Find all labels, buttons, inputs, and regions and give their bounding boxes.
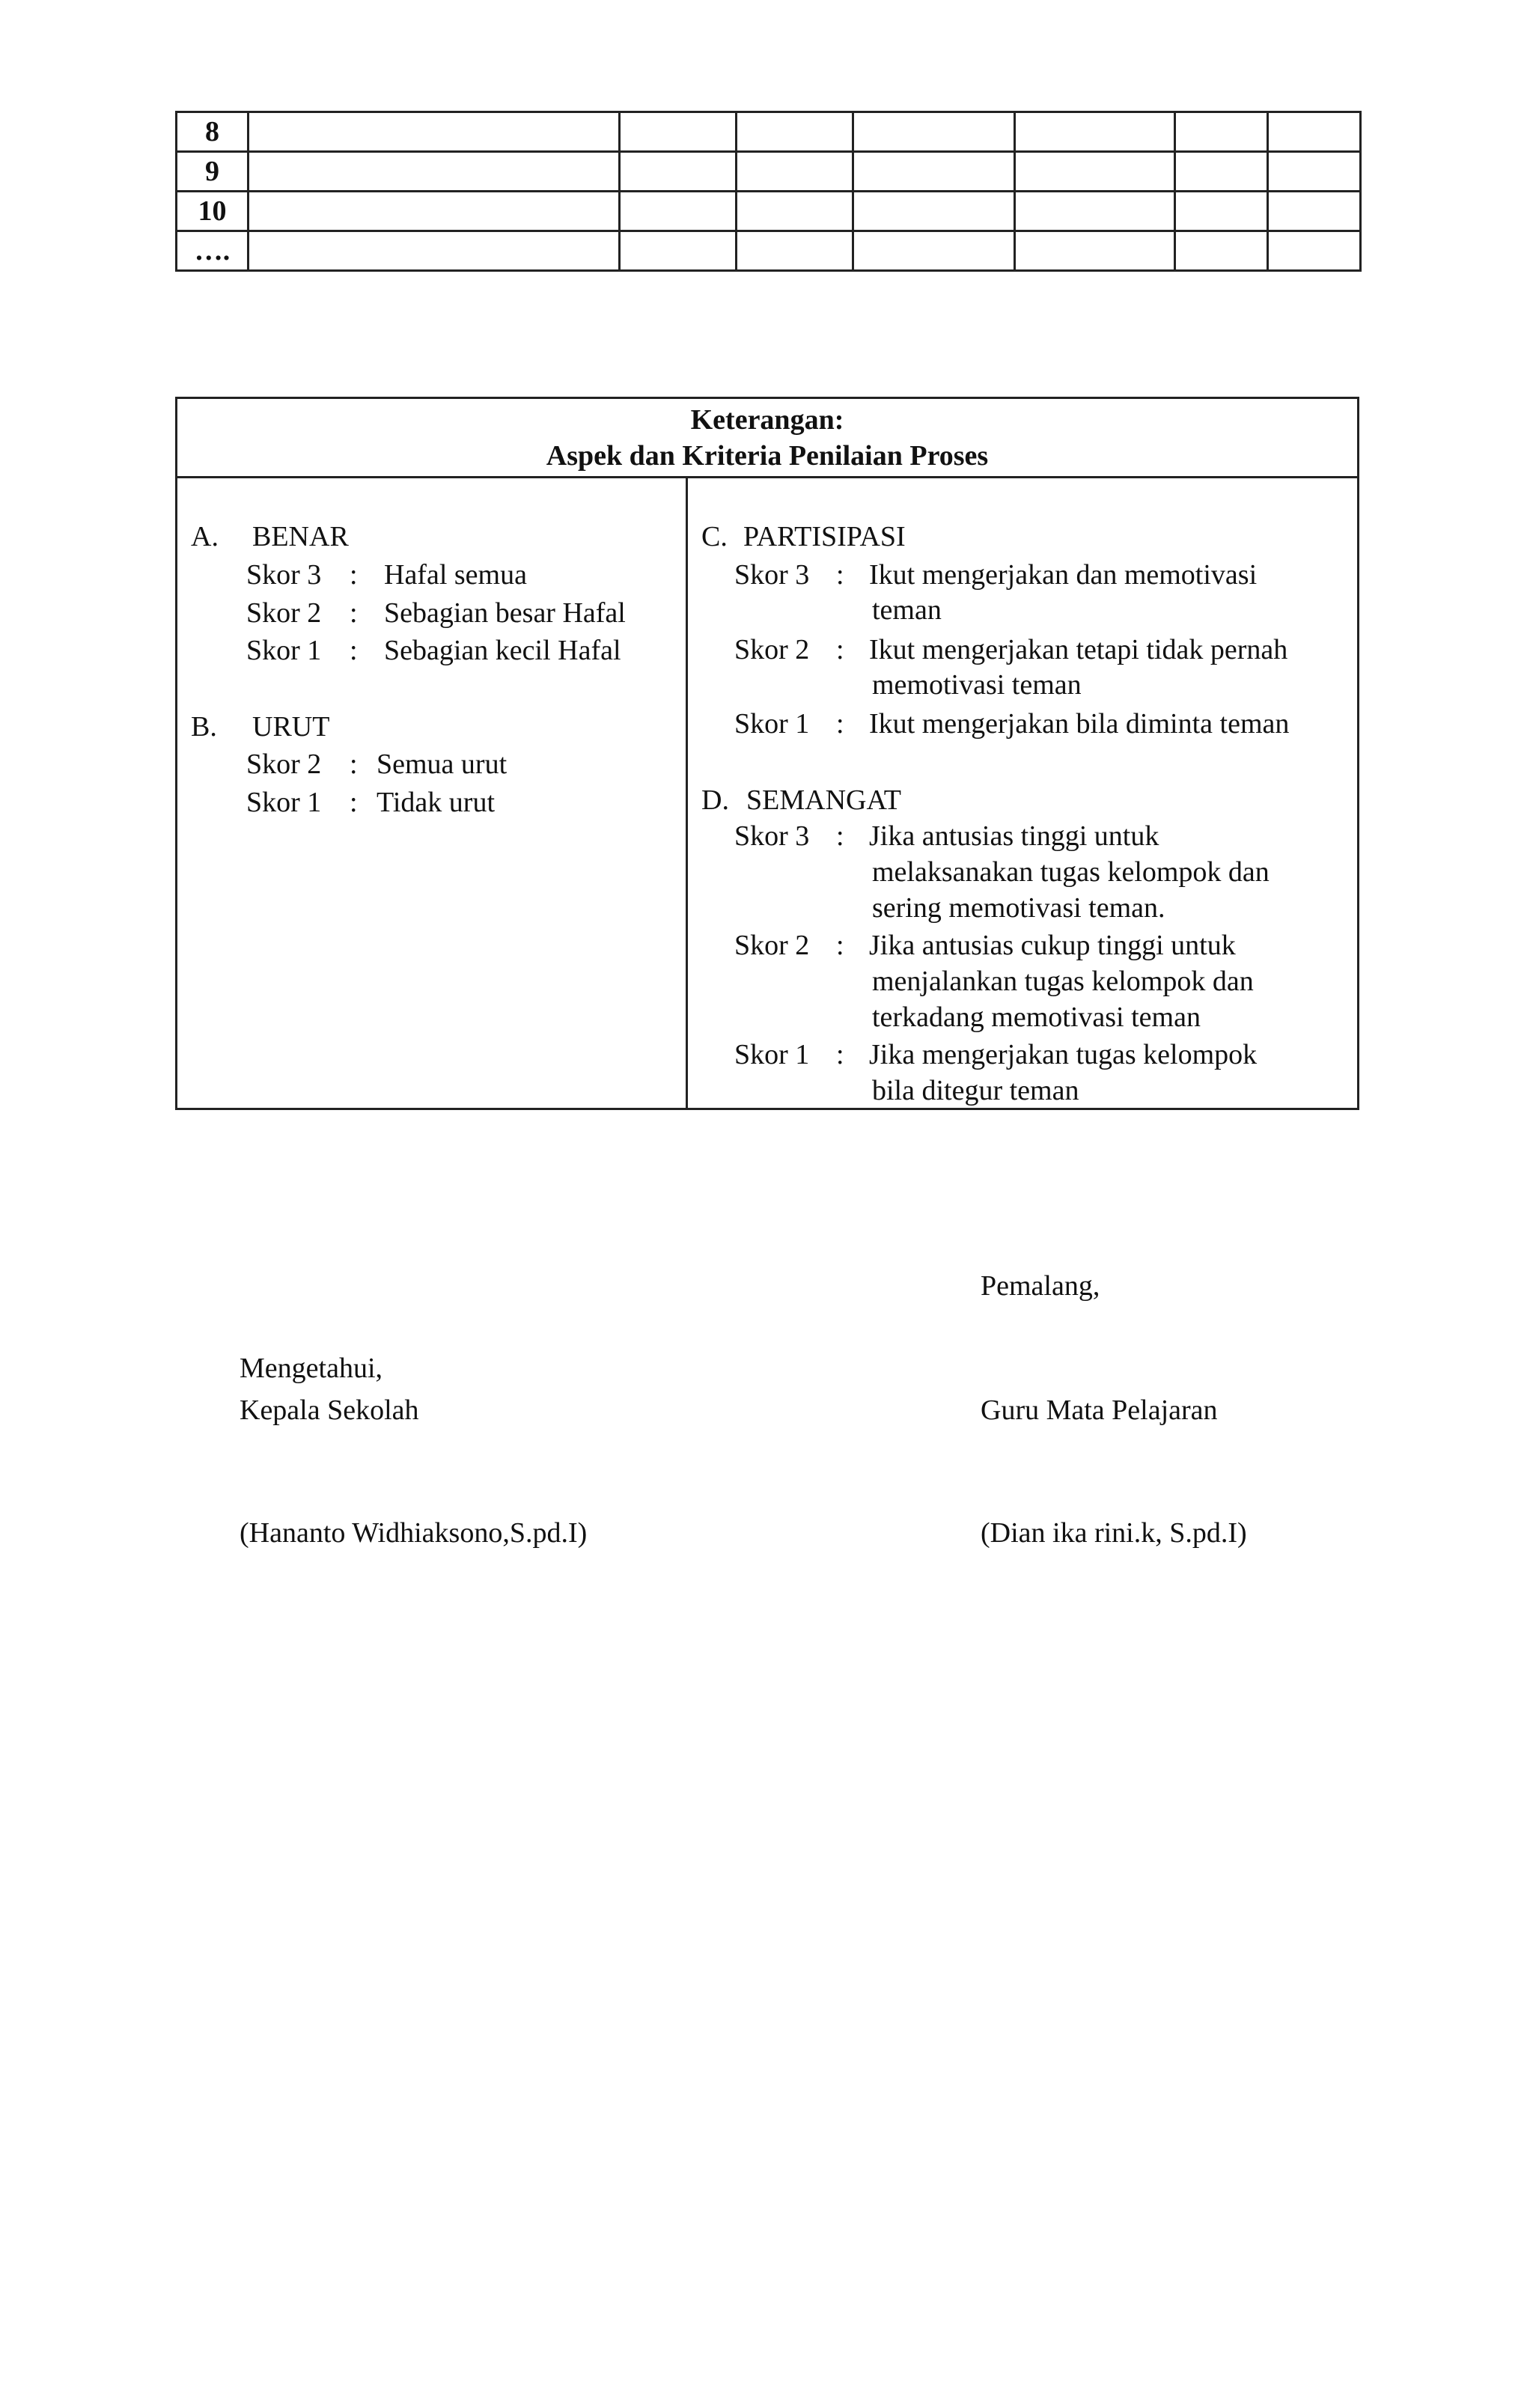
score-desc: Jika antusias tinggi untuk bbox=[869, 820, 1159, 852]
score-label: Skor 1 bbox=[246, 635, 322, 666]
score-colon: : bbox=[350, 635, 358, 666]
signature-place: Pemalang, bbox=[981, 1270, 1100, 1302]
column-divider bbox=[686, 478, 688, 1108]
score-colon: : bbox=[350, 749, 358, 780]
aspect-letter: B. bbox=[191, 711, 217, 743]
aspect-letter: D. bbox=[701, 784, 729, 816]
score-colon: : bbox=[350, 787, 358, 818]
score-label: Skor 1 bbox=[734, 1039, 810, 1070]
score-colon: : bbox=[350, 597, 358, 629]
score-label: Skor 2 bbox=[734, 930, 810, 961]
score-label: Skor 2 bbox=[246, 597, 322, 629]
score-desc: melaksanakan tugas kelompok dan bbox=[872, 856, 1270, 888]
table-row bbox=[177, 192, 1361, 231]
score-colon: : bbox=[836, 559, 844, 591]
row-number: 10 bbox=[177, 192, 249, 231]
aspect-name: BENAR bbox=[252, 521, 349, 552]
score-label: Skor 2 bbox=[246, 749, 322, 780]
score-desc: bila ditegur teman bbox=[872, 1075, 1079, 1106]
score-desc: Sebagian kecil Hafal bbox=[384, 635, 621, 666]
signature-left-line1: Mengetahui, bbox=[240, 1353, 383, 1384]
score-desc: Ikut mengerjakan bila diminta teman bbox=[869, 708, 1290, 740]
aspect-name: SEMANGAT bbox=[746, 784, 901, 816]
score-desc: Jika antusias cukup tinggi untuk bbox=[869, 930, 1236, 961]
score-label: Skor 3 bbox=[246, 559, 322, 591]
signature-right-title: Guru Mata Pelajaran bbox=[981, 1394, 1218, 1426]
table-row bbox=[177, 112, 1361, 152]
score-colon: : bbox=[836, 1039, 844, 1070]
aspect-letter: A. bbox=[191, 521, 219, 552]
score-desc: memotivasi teman bbox=[872, 669, 1082, 701]
score-colon: : bbox=[836, 930, 844, 961]
signature-left-line2: Kepala Sekolah bbox=[240, 1394, 419, 1426]
score-label: Skor 3 bbox=[734, 559, 810, 591]
score-table bbox=[175, 111, 1362, 272]
aspect-letter: C. bbox=[701, 521, 728, 552]
score-label: Skor 1 bbox=[246, 787, 322, 818]
score-desc: terkadang memotivasi teman bbox=[872, 1002, 1201, 1033]
score-desc: sering memotivasi teman. bbox=[872, 892, 1165, 924]
row-number: 9 bbox=[177, 152, 249, 192]
aspect-name: PARTISIPASI bbox=[743, 521, 906, 552]
signature-left-name: (Hananto Widhiaksono,S.pd.I) bbox=[240, 1517, 588, 1549]
criteria-box bbox=[175, 397, 1359, 1110]
score-colon: : bbox=[836, 634, 844, 665]
criteria-title: Keterangan: bbox=[690, 404, 844, 436]
row-number: 8 bbox=[177, 112, 249, 152]
score-desc: Jika mengerjakan tugas kelompok bbox=[869, 1039, 1258, 1070]
score-desc: Semua urut bbox=[377, 749, 508, 780]
score-desc: Tidak urut bbox=[377, 787, 496, 818]
score-desc: Hafal semua bbox=[384, 559, 527, 591]
signature-right-name: (Dian ika rini.k, S.pd.I) bbox=[981, 1517, 1247, 1549]
score-desc: teman bbox=[872, 594, 942, 626]
criteria-subtitle: Aspek dan Kriteria Penilaian Proses bbox=[546, 440, 989, 472]
score-desc: menjalankan tugas kelompok dan bbox=[872, 966, 1254, 997]
table-row bbox=[177, 152, 1361, 192]
score-desc: Ikut mengerjakan dan memotivasi bbox=[869, 559, 1258, 591]
score-colon: : bbox=[350, 559, 358, 591]
score-colon: : bbox=[836, 708, 844, 740]
row-number: …. bbox=[177, 231, 249, 271]
score-label: Skor 1 bbox=[734, 708, 810, 740]
criteria-header bbox=[177, 399, 1357, 478]
score-desc: Ikut mengerjakan tetapi tidak pernah bbox=[869, 634, 1288, 665]
aspect-name: URUT bbox=[252, 711, 330, 743]
table-row bbox=[177, 231, 1361, 271]
score-colon: : bbox=[836, 820, 844, 852]
score-desc: Sebagian besar Hafal bbox=[384, 597, 626, 629]
score-label: Skor 3 bbox=[734, 820, 810, 852]
score-label: Skor 2 bbox=[734, 634, 810, 665]
